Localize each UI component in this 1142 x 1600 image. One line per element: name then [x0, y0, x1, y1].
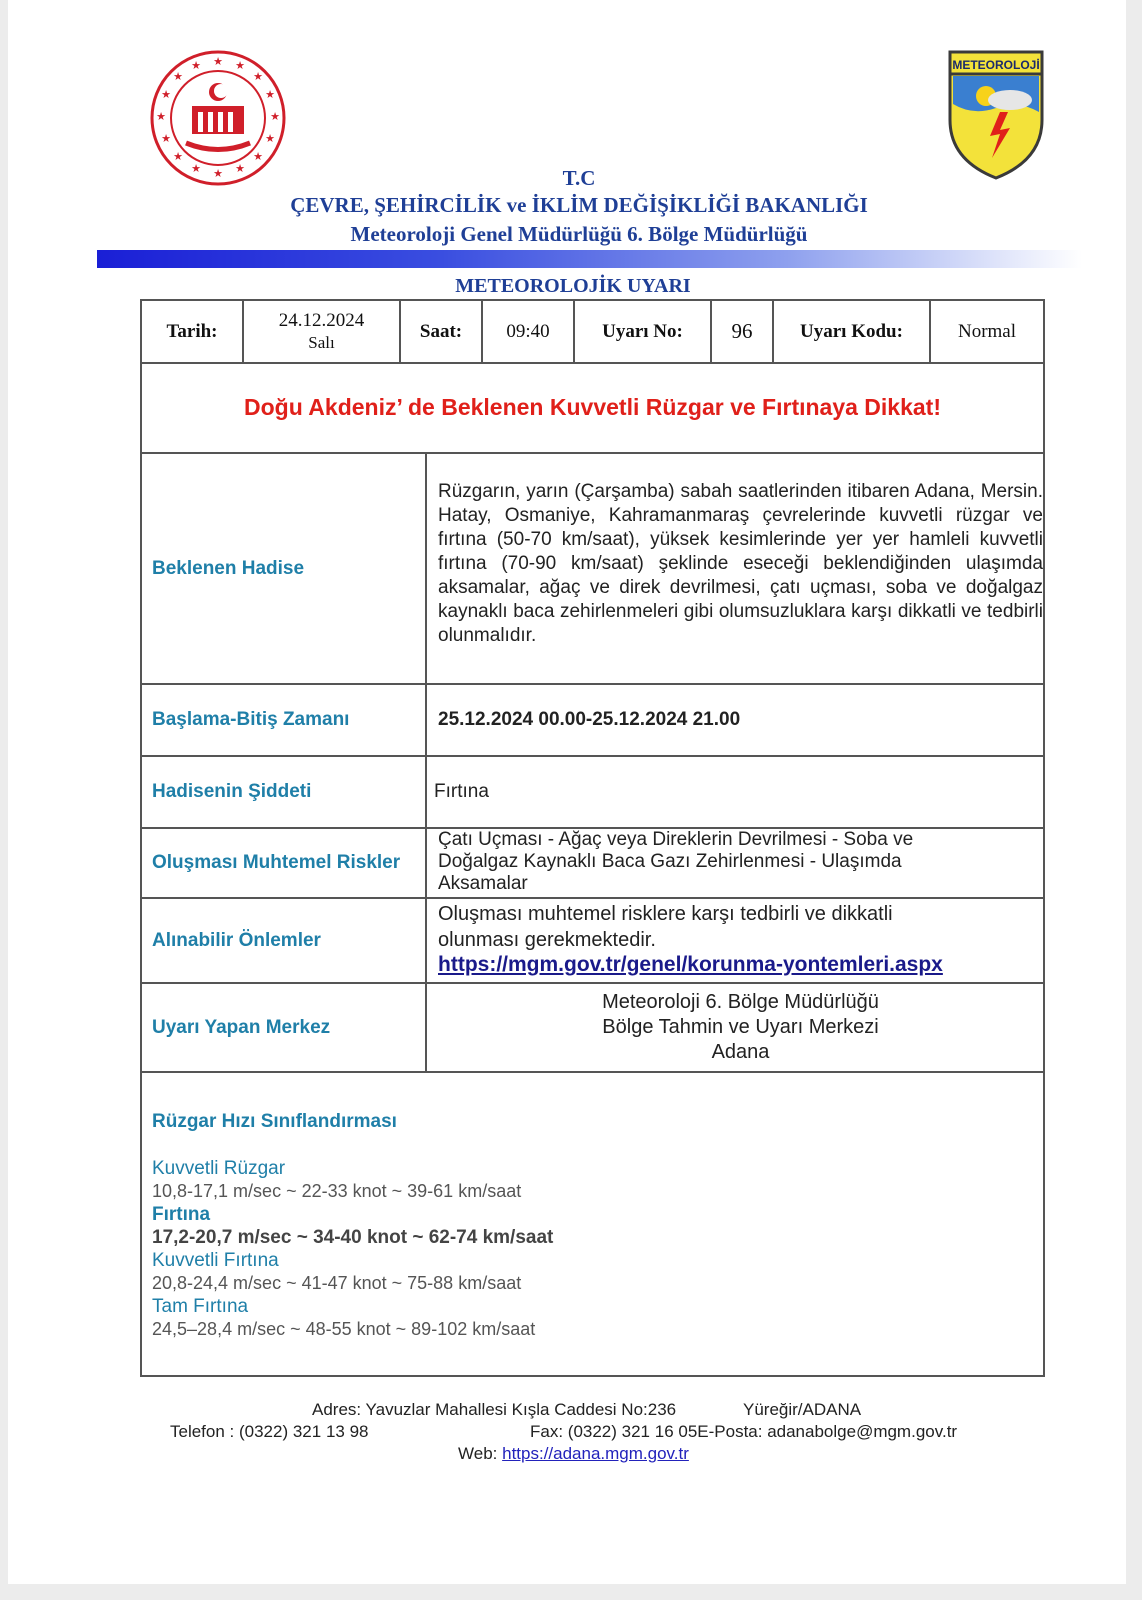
svg-text:★: ★	[253, 70, 263, 83]
svg-text:★: ★	[265, 132, 275, 145]
header-tc: T.C	[562, 166, 596, 190]
footer-fax-email: Fax: (0322) 321 16 05E-Posta: adanabolge@mgm.gov.tr	[530, 1422, 958, 1441]
wind-class-name: Tam Fırtına	[152, 1296, 249, 1317]
issuing-center-cell	[429, 984, 1043, 1071]
measures-cell	[429, 899, 1043, 982]
warning-code-label: Uyarı Kodu:	[773, 300, 930, 363]
directorate-name: Meteoroloji Genel Müdürlüğü 6. Bölge Müdürlüğü	[350, 222, 808, 246]
severity-label: Hadisenin Şiddeti	[142, 757, 427, 827]
time-label: Saat:	[400, 300, 482, 363]
expected-event-label: Beklenen Hadise	[142, 454, 427, 683]
svg-text:★: ★	[235, 59, 245, 72]
issuing-center-line3: Adana	[711, 1041, 770, 1063]
possible-risks-label: Oluşması Muhtemel Riskler	[142, 829, 427, 897]
date-value: 24.12.2024	[278, 309, 365, 331]
svg-text:★: ★	[161, 132, 171, 145]
document-page	[8, 0, 1126, 1584]
footer-address: Adres: Yavuzlar Mahallesi Kışla Caddesi No:236	[312, 1400, 677, 1419]
row-start-end-time	[142, 685, 1043, 757]
svg-text:★: ★	[213, 55, 223, 68]
warning-no-value: 96	[711, 300, 773, 363]
warning-headline: Doğu Akdeniz’ de Beklenen Kuvvetli Rüzgar ve Fırtınaya Dikkat!	[142, 362, 1043, 454]
wind-class-name: Fırtına	[152, 1204, 211, 1225]
svg-text:★: ★	[270, 110, 280, 123]
footer-phone: Telefon : (0322) 321 13 98	[170, 1422, 369, 1441]
wind-classification-title: Rüzgar Hızı Sınıflandırması	[152, 1111, 397, 1132]
document-title: METEOROLOJİK UYARI	[455, 275, 691, 297]
issuing-center-line1: Meteoroloji 6. Bölge Müdürlüğü	[602, 991, 879, 1013]
time-value: 09:40	[482, 300, 574, 363]
svg-text:★: ★	[253, 150, 263, 163]
possible-risks-text: Çatı Uçması - Ağaç veya Direklerin Devrilmesi - Soba ve Doğalgaz Kaynaklı Baca Gazı Zehirlenmesi - Ulaşımda Aksamalar	[438, 829, 914, 894]
svg-text:★: ★	[235, 162, 245, 175]
severity-value: Fırtına	[434, 781, 489, 802]
start-end-time-value: 25.12.2024 00.00-25.12.2024 21.00	[438, 709, 741, 730]
wind-class-name: Kuvvetli Fırtına	[152, 1250, 279, 1271]
warning-code-value: Normal	[930, 300, 1044, 363]
day-value: Salı	[308, 332, 335, 352]
measures-label: Alınabilir Önlemler	[142, 899, 427, 982]
date-label: Tarih:	[141, 300, 243, 363]
row-possible-risks	[142, 829, 1043, 899]
footer-web-link[interactable]: https://adana.mgm.gov.tr	[502, 1444, 689, 1463]
footer-district: Yüreğir/ADANA	[743, 1400, 862, 1419]
svg-text:★: ★	[191, 162, 201, 175]
row-issuing-center	[142, 984, 1043, 1073]
issuing-center-label: Uyarı Yapan Merkez	[142, 984, 427, 1071]
svg-text:★: ★	[213, 167, 223, 180]
wind-classification	[152, 1110, 553, 1341]
start-end-time-label: Başlama-Bitiş Zamanı	[142, 685, 427, 755]
ministry-name: ÇEVRE, ŞEHİRCİLİK ve İKLİM DEĞİŞİKLİĞİ BAKANLIĞI	[290, 193, 868, 217]
footer-web-label: Web:	[458, 1444, 498, 1463]
svg-text:★: ★	[191, 59, 201, 72]
wind-class-range: 24,5–28,4 m/sec ~ 48-55 knot ~ 89-102 km/saat	[152, 1319, 536, 1339]
date-cell	[243, 300, 400, 363]
row-severity	[142, 757, 1043, 829]
meteorology-shield-logo	[948, 50, 1044, 180]
footer-web	[458, 1444, 689, 1464]
warning-meta-table	[140, 299, 1045, 364]
protection-methods-link[interactable]: https://mgm.gov.tr/genel/korunma-yontemleri.aspx	[438, 953, 943, 976]
measures-text: Oluşması muhtemel risklere karşı tedbirli ve dikkatli olunması gerekmektedir.	[438, 903, 893, 951]
wind-class-range: 17,2-20,7 m/sec ~ 34-40 knot ~ 62-74 km/saat	[152, 1227, 554, 1248]
header-gradient-bar	[97, 250, 1082, 268]
svg-text:METEOROLOJİ: METEOROLOJİ	[952, 58, 1040, 72]
warning-details-table	[140, 362, 1045, 1377]
svg-text:★: ★	[173, 150, 183, 163]
svg-text:★: ★	[265, 88, 275, 101]
wind-class-range: 10,8-17,1 m/sec ~ 22-33 knot ~ 39-61 km/saat	[152, 1181, 522, 1201]
expected-event-text: Rüzgarın, yarın (Çarşamba) sabah saatlerinden itibaren Adana, Mersin. Hatay, Osmaniye, Kahramanmaraş çevrelerinde kuvvetli rüzgar ve fırtına (50-70 km/saat), yüksek kesimlerinde yer yer hamleli kuvvetli fırtına (70-90 km/saat) şeklinde eseceği beklendiğinden ulaşımda aksamalar, ağaç ve direk devrilmesi, çatı uçması, soba ve doğalgaz kaynaklı baca zehirlenmeleri gibi olumsuzluklara karşı dikkatli ve tedbirli olunmalıdır.	[438, 481, 1043, 646]
row-measures	[142, 899, 1043, 984]
svg-text:★: ★	[161, 88, 171, 101]
issuing-center-line2: Bölge Tahmin ve Uyarı Merkezi	[602, 1016, 879, 1038]
wind-class-name: Kuvvetli Rüzgar	[152, 1158, 286, 1179]
row-expected-event	[142, 454, 1043, 685]
wind-class-range: 20,8-24,4 m/sec ~ 41-47 knot ~ 75-88 km/saat	[152, 1273, 522, 1293]
svg-text:★: ★	[156, 110, 166, 123]
svg-text:★: ★	[173, 70, 183, 83]
warning-no-label: Uyarı No:	[574, 300, 711, 363]
